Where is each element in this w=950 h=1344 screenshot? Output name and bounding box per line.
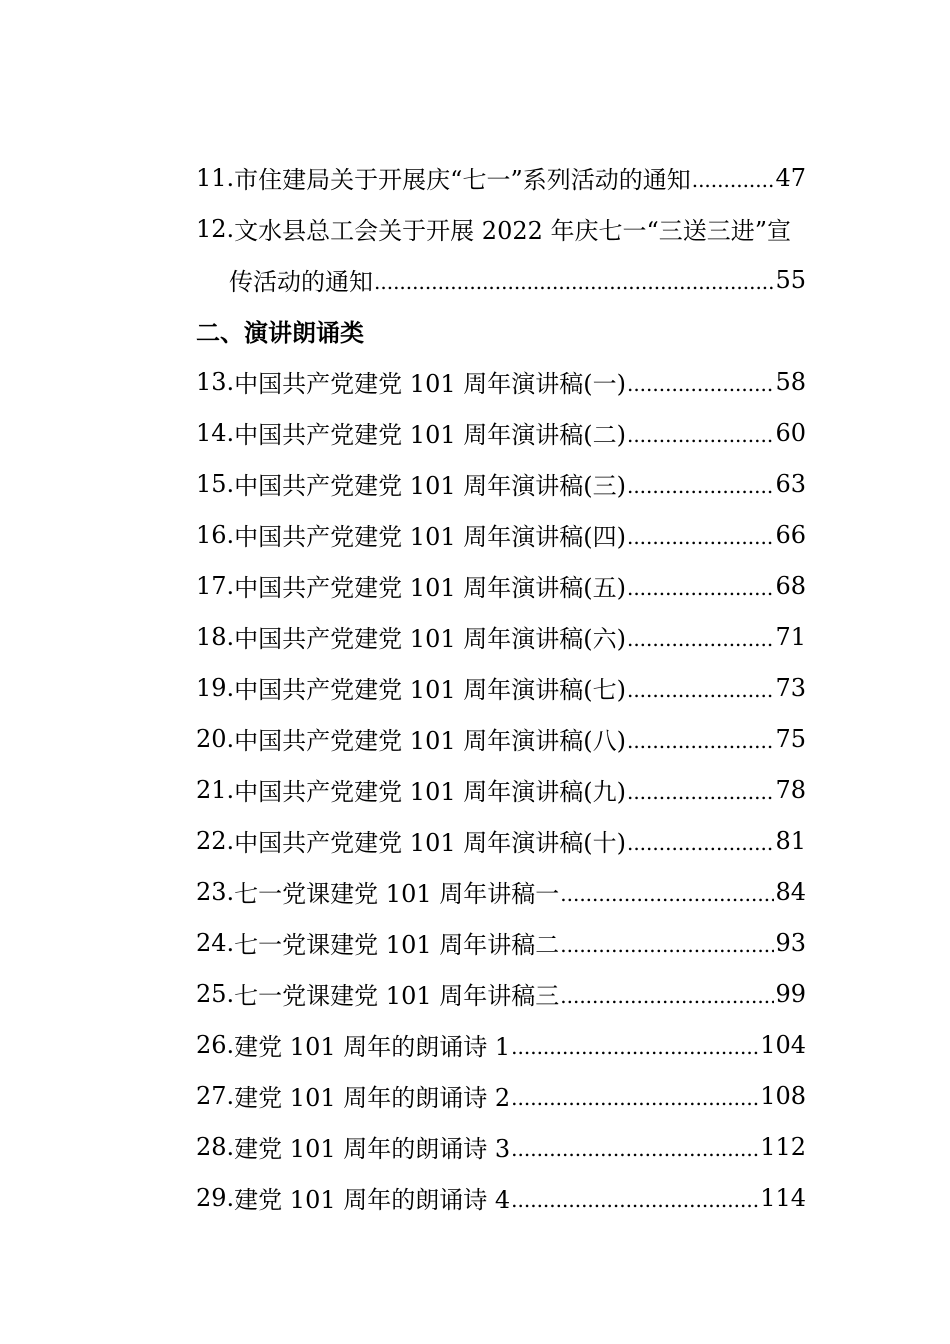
toc-entry-page: 58: [775, 367, 806, 396]
toc-entry-page: 93: [775, 928, 806, 957]
toc-entry-title: 中国共产党建党 101 周年演讲稿(八): [234, 727, 626, 755]
toc-entry-page: 60: [775, 418, 806, 447]
toc-entry[interactable]: [196, 407, 806, 458]
toc-entry-title: 中国共产党建党 101 周年演讲稿(三): [234, 472, 626, 500]
toc-entry-number: 21.: [196, 775, 235, 804]
toc-entry-number: 27.: [196, 1081, 235, 1110]
toc-dot-leader: [560, 984, 774, 1008]
toc-entry[interactable]: [196, 1019, 806, 1070]
toc-dot-leader: [511, 1188, 759, 1212]
toc-entry-title: 七一党课建党 101 周年讲稿一: [234, 880, 560, 908]
toc-entry-title: 中国共产党建党 101 周年演讲稿(五): [234, 574, 626, 602]
toc-entry-12-line2[interactable]: [196, 254, 806, 305]
toc-entry-page: 78: [775, 775, 806, 804]
toc-entry-title: 中国共产党建党 101 周年演讲稿(十): [234, 829, 626, 857]
toc-dot-leader: [560, 933, 774, 957]
toc-entry-page: 73: [775, 673, 806, 702]
toc-entry-11[interactable]: [196, 152, 806, 203]
toc-entry-title: 中国共产党建党 101 周年演讲稿(二): [234, 421, 626, 449]
toc-entry-number: 26.: [196, 1030, 235, 1059]
toc-dot-leader: [627, 780, 774, 804]
toc-dot-leader: [627, 576, 774, 600]
section-heading: 二、演讲朗诵类: [196, 319, 364, 347]
toc-entry-number: 12.: [196, 214, 235, 243]
toc-entry-number: 13.: [196, 367, 235, 396]
toc-dot-leader: [692, 168, 775, 192]
toc-entry-page: 63: [775, 469, 806, 498]
toc-entry-page: 108: [760, 1081, 806, 1110]
toc-entry-page: 84: [775, 877, 806, 906]
toc-entry-number: 16.: [196, 520, 235, 549]
toc-entry-page: 68: [775, 571, 806, 600]
toc-entry-number: 19.: [196, 673, 235, 702]
toc-entry-number: 23.: [196, 877, 235, 906]
toc-dot-leader: [627, 678, 774, 702]
toc-entry[interactable]: [196, 509, 806, 560]
toc-entry-list: [196, 356, 806, 1223]
toc-entry-title: 中国共产党建党 101 周年演讲稿(四): [234, 523, 626, 551]
toc-entry-page: 71: [775, 622, 806, 651]
toc-dot-leader: [627, 372, 774, 396]
toc-entry[interactable]: [196, 764, 806, 815]
toc-entry-number: 15.: [196, 469, 235, 498]
toc-entry-title: 建党 101 周年的朗诵诗 3: [234, 1135, 511, 1163]
toc-entry[interactable]: [196, 968, 806, 1019]
toc-entry-page: 47: [775, 163, 806, 192]
toc-dot-leader: [374, 270, 774, 294]
toc-entry-number: 20.: [196, 724, 235, 753]
toc-entry[interactable]: [196, 917, 806, 968]
toc-entry-number: 22.: [196, 826, 235, 855]
toc-entry[interactable]: [196, 662, 806, 713]
toc-entry-page: 66: [775, 520, 806, 549]
toc-dot-leader: [560, 882, 774, 906]
toc-entry[interactable]: [196, 866, 806, 917]
toc-entry[interactable]: [196, 815, 806, 866]
toc-entry[interactable]: [196, 356, 806, 407]
toc-entry-number: 18.: [196, 622, 235, 651]
toc-entry-title: 七一党课建党 101 周年讲稿二: [234, 931, 560, 959]
toc-entry-title: 中国共产党建党 101 周年演讲稿(六): [234, 625, 626, 653]
toc-dot-leader: [511, 1086, 759, 1110]
toc-dot-leader: [627, 474, 774, 498]
toc-dot-leader: [627, 627, 774, 651]
toc-entry-number: 25.: [196, 979, 235, 1008]
toc-dot-leader: [627, 525, 774, 549]
toc-entry-title: 中国共产党建党 101 周年演讲稿(一): [234, 370, 626, 398]
toc-entry-page: 99: [775, 979, 806, 1008]
toc-entry-title: 建党 101 周年的朗诵诗 2: [234, 1084, 511, 1112]
toc-entry[interactable]: [196, 713, 806, 764]
toc-entry[interactable]: [196, 1070, 806, 1121]
toc-entry-number: 14.: [196, 418, 235, 447]
toc-entry-page: 55: [775, 265, 806, 294]
toc-entry-page: 112: [760, 1132, 806, 1161]
toc-entry-page: 114: [760, 1183, 806, 1212]
toc-dot-leader: [511, 1137, 759, 1161]
toc-entry-page: 75: [775, 724, 806, 753]
toc-entry-number: 11.: [196, 163, 235, 192]
toc-dot-leader: [627, 729, 774, 753]
toc-entry-number: 24.: [196, 928, 235, 957]
toc-entry[interactable]: [196, 1121, 806, 1172]
toc-entry-title-continued: 传活动的通知: [229, 268, 373, 296]
toc-dot-leader: [627, 423, 774, 447]
toc-dot-leader: [627, 831, 774, 855]
toc-entry-title: 中国共产党建党 101 周年演讲稿(七): [234, 676, 626, 704]
toc-dot-leader: [511, 1035, 759, 1059]
toc-entry[interactable]: [196, 560, 806, 611]
toc-entry[interactable]: [196, 611, 806, 662]
toc-entry-title: 建党 101 周年的朗诵诗 4: [234, 1186, 511, 1214]
table-of-contents: [196, 152, 806, 1223]
toc-entry-12-line1[interactable]: [196, 203, 806, 254]
toc-entry-number: 28.: [196, 1132, 235, 1161]
toc-entry[interactable]: [196, 1172, 806, 1223]
toc-entry[interactable]: [196, 458, 806, 509]
toc-entry-number: 17.: [196, 571, 235, 600]
toc-entry-page: 104: [760, 1030, 806, 1059]
toc-entry-title: 七一党课建党 101 周年讲稿三: [234, 982, 560, 1010]
toc-entry-title: 文水县总工会关于开展 2022 年庆七一“三送三进”宣: [234, 217, 792, 245]
toc-entry-title: 市住建局关于开展庆“七一”系列活动的通知: [234, 166, 691, 194]
toc-entry-title: 中国共产党建党 101 周年演讲稿(九): [234, 778, 626, 806]
toc-entry-page: 81: [775, 826, 806, 855]
toc-entry-number: 29.: [196, 1183, 235, 1212]
toc-entry-title: 建党 101 周年的朗诵诗 1: [234, 1033, 511, 1061]
